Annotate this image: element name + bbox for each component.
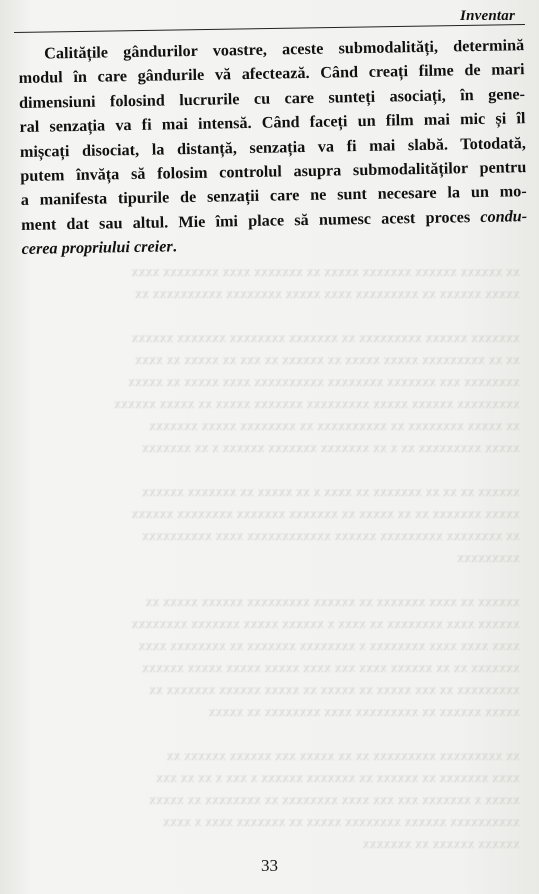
- sentence-end: .: [172, 237, 177, 256]
- page-number: 33: [261, 856, 278, 875]
- header-rule: [14, 24, 525, 33]
- text-line-start: ment dat sau altul. Mie îmi place să numesc acest proces: [21, 207, 481, 234]
- text-line: mișcați disociat, la distanță, senzația va fi mai slabă. Totodată,: [19, 133, 526, 161]
- text-line: ral senzația va fi mai intensă. Când faceți un film mai mic și îl: [19, 109, 526, 137]
- text-line: a manifesta tipurile de senzații care ne sunt necesare la un mo-: [20, 182, 527, 210]
- text-line: Calitățile gândurilor voastre, aceste submodalități, determină: [44, 36, 525, 63]
- italic-term-end: cerea propriului creier: [21, 237, 173, 259]
- text-line: modul în care gândurile vă afectează. Când creați filme de mari: [18, 60, 525, 88]
- text-line: dimensiuni folosind lucrurile cu care sunteți asociați, în gene-: [18, 84, 526, 112]
- running-head: Inventar: [460, 8, 515, 24]
- text-line: putem învăța să folosim controlul asupra submodalităților pentru: [20, 158, 527, 186]
- body-paragraph: [18, 33, 528, 261]
- show-through-text: xx xxxxxx xxxxxx xxxxxxx xxxxx xx xxxxxxx xxxx xxxxxxxx xxxx xxxxx xxxxxx xx xxxxxxxxx xxxx xxxxx xxxxxxxx xxxxxxxxxx xx xxxxxxx xxxxxx xxxxxxxxx xx xxxxxxx xxxxxxxx xxxxxxx xxxxxx xx xx xxxxxxxxx xxxxx xxxxx xx xxxxxx xx xxx xx xxxxx xx xxxx xxxxxxxx xxx xxxxxxx xxxxxxxx xxxxxxxxxx xxxx xxxxx xx xxxxx xxxxxxxxx xxxxxx xxxxx xxxxxxxxx xxxxxxx xxxxx xx xxxxx xxxxxx xx xxxxx xxxxxxxx xx xxxxxxxxxx xx xxxxxxxx xxxxx xxxxxxx xxxxx xxxxxxxxx xx x xx xxxxxxx xxxxxxx xxxxxx x xx xxxxxxx xxxxxx xx xx xx xxxxxxx xx xxxx x xx xxxxx xx xxxxxxx xxxxxx xxxxx xxxxxxx xx xx xxxxx xx xxxxxxx xxxxxxx xxxxxxxx xxxxxx xx xxxxxxxx xxxxxxxxx xxxxxx xxxxxxxxxxxx xxxx xxxxxxxxxx xxxxxxxxx xxxxxx xx xxxx xxxxxxx xx xxxxxx xxxxxxxxx xxxxxx xxxxx xx xxxxxx xxxx xxxxxxxx xx xxxx x xxxxxx xxxxx xxxxxxx xxxxxxxx xxxx xxxx xxxx xxxxxxxx x xxxxxxxx xxxxxxx xx xxxxxxxx xxxx xxxxxxx xx xx xxxxxx xxxx xxx xxxx xxxxx xxxxx xxxxx xxxxxx xxxxxxxxx xx xxx xxxxx xx xxxxx xx xxxxx xxxxxx xxxxxxx xx xxxxx xxxxxx xx xxxxxxxxx xxxx xxxxxxxx xx xxxxx xx xxxxxxxxx xxxxxxxxx xx xx xxxxx xxx xxxxxx xxxxxx xx xxxx xxxxxxx xx xxxxxx xx xxxxxxx xxxxxx x xxx x xx xx xxx xxxxx x xxxxxxx xxx xxx xxxx xxxxxxxx xx xxxxxxxx xx xxxxx xxxxxxxxxx xxxxxx xxxxxxxx xxxxx xx xxxxxxx xxxx x xxxx xxxxxx xxxxxx xx xxxxxxx: [114, 265, 520, 852]
- italic-term-start: condu-: [480, 206, 528, 226]
